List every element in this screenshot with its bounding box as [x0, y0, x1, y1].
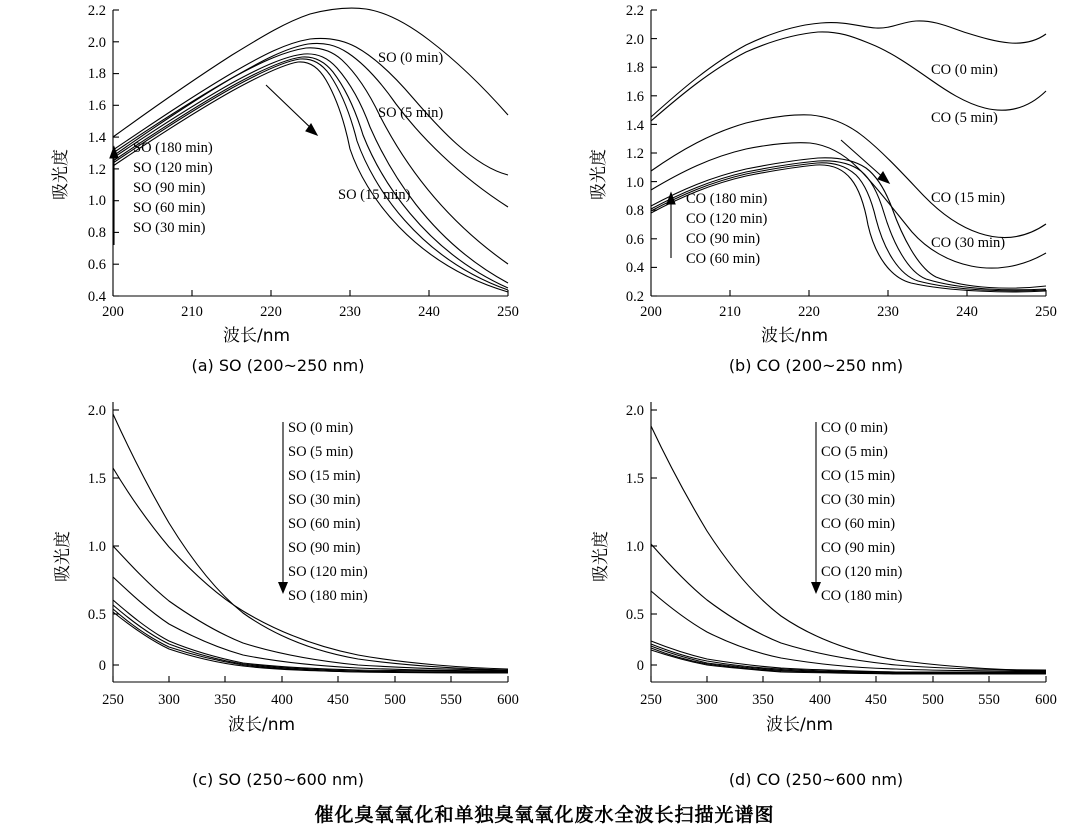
series-label-so-30: SO (30 min): [133, 220, 206, 236]
legend-c-1: SO (5 min): [288, 444, 354, 460]
svg-text:250: 250: [497, 304, 519, 320]
svg-text:400: 400: [809, 692, 831, 708]
svg-text:210: 210: [181, 304, 203, 320]
svg-text:0.6: 0.6: [625, 232, 644, 248]
chart-c-caption: (c) SO (250~600 nm): [192, 770, 364, 789]
svg-text:0.4: 0.4: [87, 289, 106, 305]
svg-text:1.0: 1.0: [87, 193, 106, 209]
legend-d-7: CO (180 min): [821, 588, 903, 604]
svg-text:1.6: 1.6: [87, 98, 106, 114]
chart-b-yaxis-title: 吸光度: [589, 149, 609, 200]
series-label-co-15: CO (15 min): [931, 190, 1006, 206]
chart-a-xaxis-title: 波长/nm: [223, 326, 291, 346]
legend-d-2: CO (15 min): [821, 468, 896, 484]
svg-text:200: 200: [102, 304, 124, 320]
chart-panel-b: [556, 0, 1076, 390]
legend-d-1: CO (5 min): [821, 444, 888, 460]
chart-panel-d: [556, 392, 1076, 792]
svg-text:0.5: 0.5: [87, 607, 106, 623]
legend-c-4: SO (60 min): [288, 516, 361, 532]
svg-text:2.2: 2.2: [87, 3, 106, 19]
chart-a-yaxis-title: 吸光度: [51, 149, 71, 200]
svg-text:2.0: 2.0: [87, 35, 106, 51]
legend-c-6: SO (120 min): [288, 564, 368, 580]
svg-text:550: 550: [978, 692, 1000, 708]
svg-text:210: 210: [719, 304, 741, 320]
series-label-co-180: CO (180 min): [686, 191, 768, 207]
svg-text:0.5: 0.5: [625, 607, 644, 623]
legend-c-7: SO (180 min): [288, 588, 368, 604]
svg-text:230: 230: [877, 304, 899, 320]
series-label-co-60: CO (60 min): [686, 251, 761, 267]
svg-text:200: 200: [640, 304, 662, 320]
series-label-so-5: SO (5 min): [378, 105, 444, 121]
svg-text:1.2: 1.2: [87, 162, 106, 178]
svg-text:300: 300: [158, 692, 180, 708]
chart-d-xaxis-title: 波长/nm: [766, 715, 834, 735]
svg-text:350: 350: [752, 692, 774, 708]
svg-text:1.4: 1.4: [625, 118, 644, 134]
svg-text:500: 500: [922, 692, 944, 708]
legend-d-3: CO (30 min): [821, 492, 896, 508]
chart-b-svg: [556, 0, 1076, 350]
svg-text:0: 0: [98, 658, 106, 674]
svg-text:0.8: 0.8: [625, 203, 644, 219]
svg-text:240: 240: [956, 304, 978, 320]
series-label-co-0: CO (0 min): [931, 62, 998, 78]
legend-c-0: SO (0 min): [288, 420, 354, 436]
chart-a-caption: (a) SO (200~250 nm): [191, 356, 365, 375]
svg-text:1.5: 1.5: [87, 471, 106, 487]
svg-text:1.8: 1.8: [87, 66, 106, 82]
svg-text:1.6: 1.6: [625, 89, 644, 105]
chart-panel-c: [18, 392, 538, 792]
svg-text:600: 600: [1035, 692, 1057, 708]
series-label-co-90: CO (90 min): [686, 231, 761, 247]
svg-text:350: 350: [214, 692, 236, 708]
svg-text:1.5: 1.5: [625, 471, 644, 487]
series-label-so-15: SO (15 min): [338, 187, 411, 203]
svg-text:250: 250: [640, 692, 662, 708]
legend-c-5: SO (90 min): [288, 540, 361, 556]
svg-text:1.4: 1.4: [87, 130, 106, 146]
svg-text:1.0: 1.0: [625, 175, 644, 191]
chart-b-xaxis-title: 波长/nm: [761, 326, 829, 346]
svg-text:2.0: 2.0: [625, 32, 644, 48]
svg-text:1.0: 1.0: [625, 539, 644, 555]
svg-text:1.8: 1.8: [625, 60, 644, 76]
svg-text:1.0: 1.0: [87, 539, 106, 555]
series-label-co-30: CO (30 min): [931, 235, 1006, 251]
series-label-co-120: CO (120 min): [686, 211, 768, 227]
svg-text:0.4: 0.4: [625, 260, 644, 276]
svg-text:2.0: 2.0: [87, 403, 106, 419]
svg-text:0.6: 0.6: [87, 257, 106, 273]
chart-b-caption: (b) CO (200~250 nm): [728, 356, 904, 375]
svg-text:220: 220: [798, 304, 820, 320]
legend-d-5: CO (90 min): [821, 540, 896, 556]
legend-c-2: SO (15 min): [288, 468, 361, 484]
svg-text:250: 250: [102, 692, 124, 708]
series-label-co-5: CO (5 min): [931, 110, 998, 126]
chart-c-xaxis-title: 波长/nm: [228, 715, 296, 735]
svg-text:550: 550: [440, 692, 462, 708]
legend-d-0: CO (0 min): [821, 420, 888, 436]
svg-text:250: 250: [1035, 304, 1057, 320]
svg-text:0: 0: [636, 658, 644, 674]
svg-text:1.2: 1.2: [625, 146, 644, 162]
chart-c-yaxis-title: 吸光度: [53, 531, 73, 582]
chart-d-caption: (d) CO (250~600 nm): [728, 770, 904, 789]
svg-text:500: 500: [384, 692, 406, 708]
figure-title: 催化臭氧氧化和单独臭氧氧化废水全波长扫描光谱图: [314, 804, 775, 826]
series-label-so-120: SO (120 min): [133, 160, 213, 176]
svg-text:450: 450: [865, 692, 887, 708]
series-label-so-180: SO (180 min): [133, 140, 213, 156]
chart-a-svg: [18, 0, 538, 350]
legend-d-6: CO (120 min): [821, 564, 903, 580]
chart-panel-a: [18, 0, 538, 390]
svg-text:300: 300: [696, 692, 718, 708]
svg-text:0.2: 0.2: [625, 289, 644, 305]
chart-d-yaxis-title: 吸光度: [591, 531, 611, 582]
svg-text:240: 240: [418, 304, 440, 320]
svg-text:2.2: 2.2: [625, 3, 644, 19]
series-label-so-90: SO (90 min): [133, 180, 206, 196]
legend-d-4: CO (60 min): [821, 516, 896, 532]
svg-text:2.0: 2.0: [625, 403, 644, 419]
series-label-so-0: SO (0 min): [378, 50, 444, 66]
svg-text:450: 450: [327, 692, 349, 708]
svg-text:600: 600: [497, 692, 519, 708]
svg-text:0.8: 0.8: [87, 225, 106, 241]
svg-text:220: 220: [260, 304, 282, 320]
svg-text:400: 400: [271, 692, 293, 708]
svg-text:230: 230: [339, 304, 361, 320]
series-label-so-60: SO (60 min): [133, 200, 206, 216]
legend-c-3: SO (30 min): [288, 492, 361, 508]
